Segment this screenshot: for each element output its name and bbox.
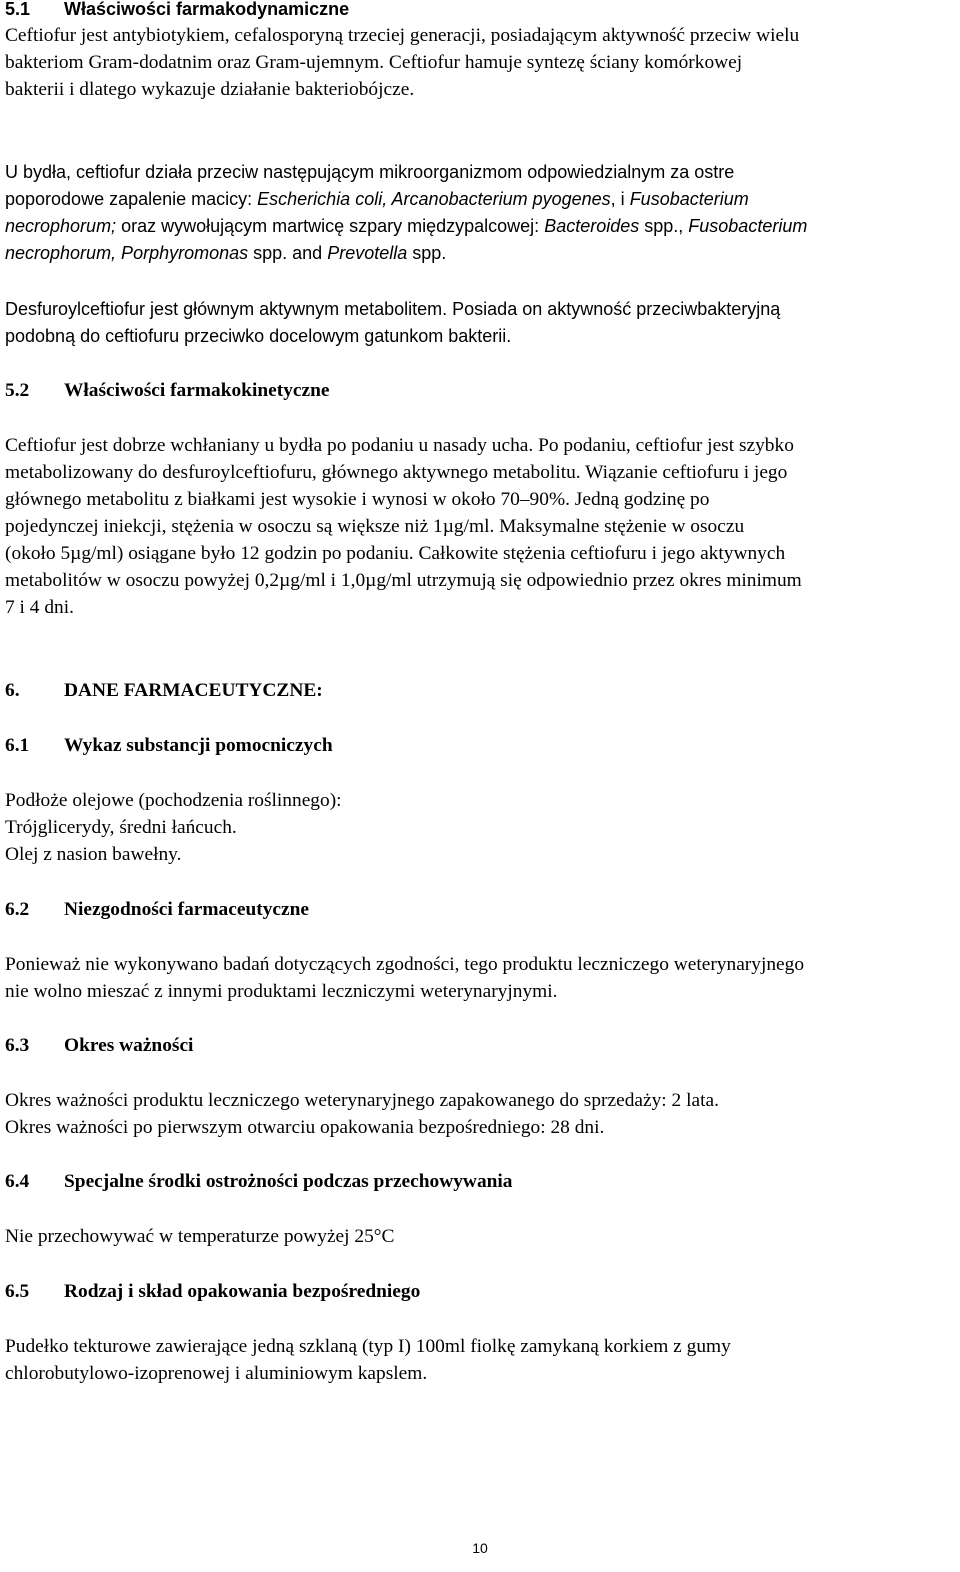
section-title: Właściwości farmakodynamiczne bbox=[64, 0, 350, 19]
section-heading-5-2 bbox=[5, 377, 330, 404]
section-number: 6.4 bbox=[5, 1171, 30, 1192]
text-line: podobną do ceftiofuru przeciwko docelowym gatunkom bakterii. bbox=[5, 326, 512, 346]
text-line: Nie przechowywać w temperaturze powyżej 25°C bbox=[5, 1226, 395, 1247]
section-number: 5.2 bbox=[5, 380, 30, 401]
text-line: Ceftiofur jest dobrze wchłaniany u bydła po podaniu u nasady ucha. Po podaniu, ceftiofur jest szybko bbox=[5, 435, 794, 456]
section-number: 6.1 bbox=[5, 735, 30, 756]
species-name: Prevotella bbox=[327, 243, 408, 263]
paragraph-pharmacokinetics bbox=[5, 432, 957, 621]
paragraph-pharmacodynamics-intro bbox=[5, 22, 957, 103]
page-number: 10 bbox=[472, 1540, 488, 1556]
section-title: Wykaz substancji pomocniczych bbox=[64, 735, 333, 756]
paragraph-shelf-life bbox=[5, 1087, 957, 1141]
text-line: Podłoże olejowe (pochodzenia roślinnego): bbox=[5, 790, 342, 811]
section-title: DANE FARMACEUTYCZNE: bbox=[64, 680, 323, 701]
text-line: nie wolno mieszać z innymi produktami leczniczymi weterynaryjnymi. bbox=[5, 981, 558, 1002]
text-line: Trójglicerydy, średni łańcuch. bbox=[5, 817, 237, 838]
paragraph-excipients bbox=[5, 787, 957, 868]
text-line: Ceftiofur jest antybiotykiem, cefalosporyną trzeciej generacji, posiadającym aktywność przeciw wielu bbox=[5, 25, 800, 46]
text-line: chlorobutylowo-izoprenowej i aluminiowym kapslem. bbox=[5, 1363, 428, 1384]
paragraph-cattle-organisms bbox=[5, 159, 957, 267]
paragraph-incompatibilities bbox=[5, 951, 957, 1005]
text-line: metabolitów w osoczu powyżej 0,2µg/ml i 1,0µg/ml utrzymują się odpowiednio przez okres minimum bbox=[5, 570, 802, 591]
species-name: Bacteroides bbox=[544, 216, 640, 236]
species-name: Fusobacterium bbox=[688, 216, 808, 236]
section-heading-6 bbox=[5, 677, 323, 704]
text-segment: oraz wywołującym martwicę szpary międzypalcowej: bbox=[116, 216, 545, 236]
species-name: Fusobacterium bbox=[629, 189, 749, 209]
text-line: Pudełko tekturowe zawierające jedną szklaną (typ I) 100ml fiolkę zamykaną korkiem z gumy bbox=[5, 1336, 731, 1357]
section-number: 5.1 bbox=[5, 0, 31, 19]
section-title: Specjalne środki ostrożności podczas przechowywania bbox=[64, 1171, 513, 1192]
text-line: Okres ważności produktu leczniczego weterynaryjnego zapakowanego do sprzedaży: 2 lata. bbox=[5, 1090, 719, 1111]
paragraph-metabolite bbox=[5, 296, 957, 350]
text-line bbox=[5, 213, 957, 240]
section-heading-6-2 bbox=[5, 896, 309, 923]
paragraph-storage bbox=[5, 1223, 957, 1250]
section-heading-6-4 bbox=[5, 1168, 513, 1195]
text-segment: , i bbox=[610, 189, 630, 209]
text-line: 7 i 4 dni. bbox=[5, 597, 74, 618]
section-heading-6-1 bbox=[5, 732, 333, 759]
section-heading-5-1 bbox=[5, 0, 349, 23]
text-line: bakteriom Gram-dodatnim oraz Gram-ujemnym. Ceftiofur hamuje syntezę ściany komórkowej bbox=[5, 52, 743, 73]
text-segment: poporodowe zapalenie macicy: bbox=[5, 189, 258, 209]
species-name: Escherichia coli, Arcanobacterium pyogenes bbox=[257, 189, 611, 209]
text-line: bakterii i dlatego wykazuje działanie bakteriobójcze. bbox=[5, 79, 415, 100]
section-heading-6-5 bbox=[5, 1278, 420, 1305]
text-line: Okres ważności po pierwszym otwarciu opakowania bezpośredniego: 28 dni. bbox=[5, 1117, 605, 1138]
text-line: Desfuroylceftiofur jest głównym aktywnym metabolitem. Posiada on aktywność przeciwbakteryjną bbox=[5, 299, 781, 319]
text-line: U bydła, ceftiofur działa przeciw następującym mikroorganizmom odpowiedzialnym za ostre bbox=[5, 162, 735, 182]
species-name: necrophorum, Porphyromonas bbox=[5, 243, 249, 263]
text-line bbox=[5, 240, 957, 267]
species-name: necrophorum; bbox=[5, 216, 117, 236]
text-segment: spp., bbox=[639, 216, 689, 236]
text-line: Olej z nasion bawełny. bbox=[5, 844, 182, 865]
section-title: Niezgodności farmaceutyczne bbox=[64, 899, 310, 920]
section-title: Rodzaj i skład opakowania bezpośredniego bbox=[64, 1281, 421, 1302]
section-number: 6.5 bbox=[5, 1281, 30, 1302]
text-line bbox=[5, 186, 957, 213]
section-heading-6-3 bbox=[5, 1032, 193, 1059]
text-line: (około 5µg/ml) osiągane było 12 godzin po podaniu. Całkowite stężenia ceftiofuru i jego aktywnych bbox=[5, 543, 786, 564]
section-number: 6.3 bbox=[5, 1035, 30, 1056]
section-number: 6. bbox=[5, 680, 20, 701]
text-segment: spp. bbox=[407, 243, 447, 263]
text-line: głównego metabolitu z białkami jest wysokie i wynosi w około 70–90%. Jedną godzinę po bbox=[5, 489, 710, 510]
text-line: metabolizowany do desfuroylceftiofuru, głównego aktywnego metabolitu. Wiązanie ceftiofuru i jego bbox=[5, 462, 788, 483]
section-title: Okres ważności bbox=[64, 1035, 194, 1056]
section-number: 6.2 bbox=[5, 899, 30, 920]
text-segment: spp. and bbox=[248, 243, 328, 263]
section-title: Właściwości farmakokinetyczne bbox=[64, 380, 330, 401]
text-line: Ponieważ nie wykonywano badań dotyczących zgodności, tego produktu leczniczego weterynaryjnego bbox=[5, 954, 805, 975]
paragraph-packaging bbox=[5, 1333, 957, 1387]
text-line: pojedynczej iniekcji, stężenia w osoczu są większe niż 1µg/ml. Maksymalne stężenie w osoczu bbox=[5, 516, 745, 537]
